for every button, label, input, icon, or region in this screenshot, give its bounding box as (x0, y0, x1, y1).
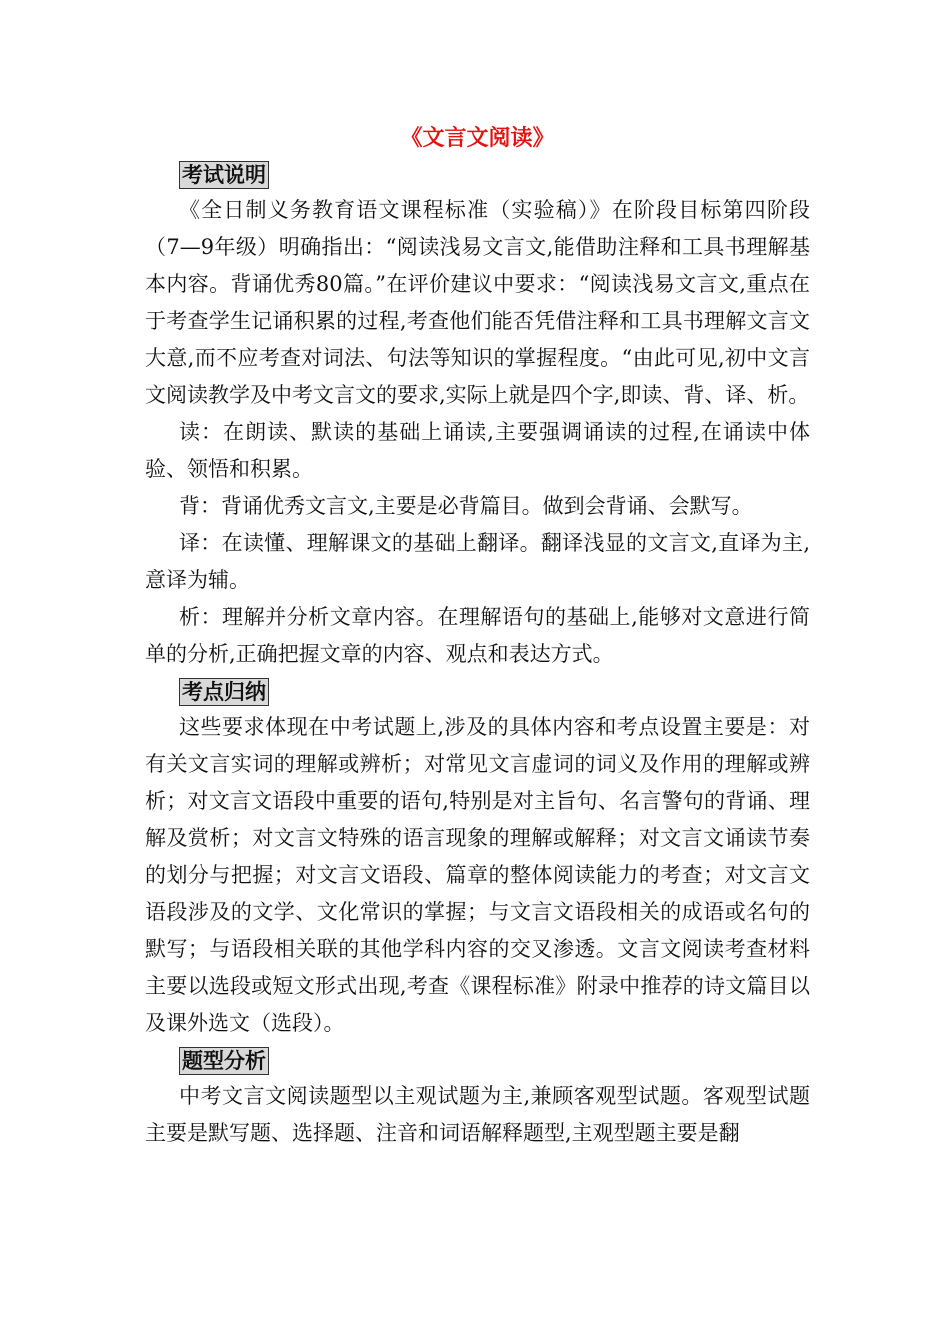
section-heading-label: 考点归纳 (179, 678, 269, 706)
paragraph: 《全日制义务教育语文课程标准（实验稿）》在阶段目标第四阶段（7—9年级）明确指出：“阅读浅易文言文,能借助注释和工具书理解基本内容。背诵优秀80篇。”在评价建议中要求：“阅读浅易文言文,重点在于考查学生记诵积累的过程,考查他们能否凭借注释和工具书理解文言文大意,而不应考查对词法、句法等知识的掌握程度。“由此可见,初中文言文阅读教学及中考文言文的要求,实际上就是四个字,即读、背、译、析。 (145, 198, 810, 407)
paragraph: 读：在朗读、默读的基础上诵读,主要强调诵读的过程,在诵读中体验、领悟和积累。 (145, 420, 810, 481)
section-question-types (145, 1042, 810, 1152)
document-page (145, 120, 810, 1152)
paragraph: 背：背诵优秀文言文,主要是必背篇目。做到会背诵、会默写。 (179, 494, 753, 518)
section-key-points (145, 673, 810, 1042)
paragraph: 译：在读懂、理解课文的基础上翻译。翻译浅显的文言文,直译为主,意译为辅。 (145, 531, 810, 592)
section-heading-label: 题型分析 (179, 1047, 269, 1075)
section-heading (145, 1042, 810, 1078)
paragraph: 这些要求体现在中考试题上,涉及的具体内容和考点设置主要是：对有关文言实词的理解或辨析；对常见文言虚词的词义及作用的理解或辨析；对文言文语段中重要的语句,特别是对主旨句、名言警句的背诵、理解及赏析；对文言文特殊的语言现象的理解或解释；对文言文诵读节奏的划分与把握；对文言文语段、篇章的整体阅读能力的考查；对文言文语段涉及的文学、文化常识的掌握；与文言文语段相关的成语或名句的默写；与语段相关联的其他学科内容的交叉渗透。文言文阅读考查材料主要以选段或短文形式出现,考查《课程标准》附录中推荐的诗文篇目以及课外选文（选段）。 (145, 715, 810, 1035)
paragraph: 中考文言文阅读题型以主观试题为主,兼顾客观型试题。客观型试题主要是默写题、选择题、注音和词语解释题型,主观型题主要是翻 (145, 1084, 810, 1145)
paragraph: 析：理解并分析文章内容。在理解语句的基础上,能够对文意进行简单的分析,正确把握文章的内容、观点和表达方式。 (145, 605, 810, 666)
section-heading (145, 156, 810, 192)
section-heading-label: 考试说明 (179, 161, 269, 189)
document-title: 《文言文阅读》 (400, 125, 555, 151)
section-heading (145, 673, 810, 709)
section-exam-description (145, 156, 810, 673)
